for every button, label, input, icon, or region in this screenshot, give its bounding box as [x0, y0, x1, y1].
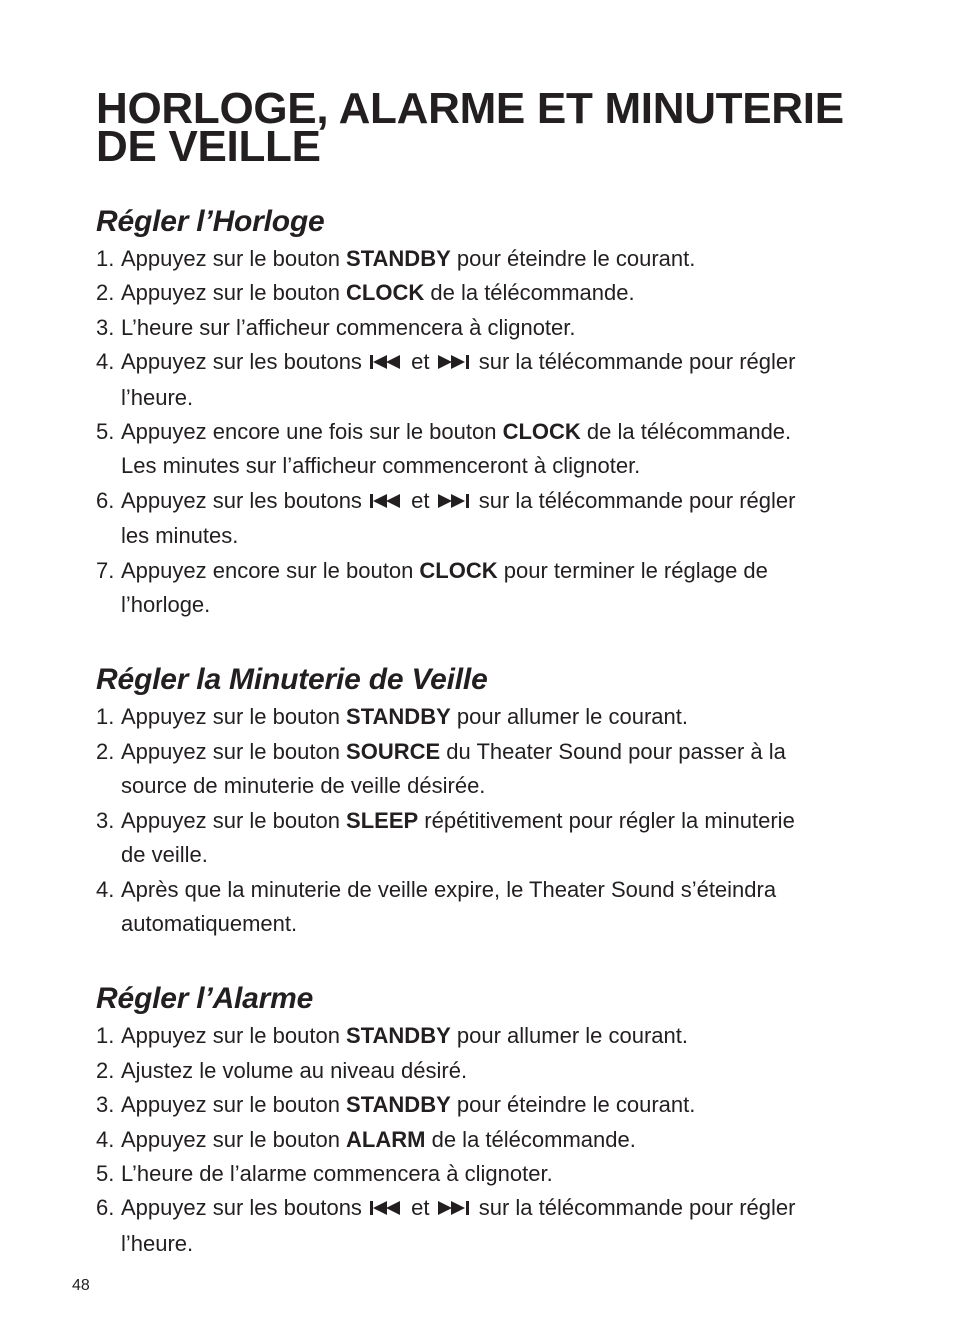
step-text: et [405, 487, 436, 513]
page-title-line-2: DE VEILLE [96, 122, 321, 171]
step-text: pour allumer le courant. [450, 1023, 688, 1049]
step-text: Appuyez sur le bouton [121, 1126, 347, 1152]
step-text: sur la télécommande pour régler [472, 1195, 796, 1221]
step-text: l’heure. [121, 384, 194, 410]
step-text: Appuyez sur le bouton [121, 280, 347, 306]
step-text: et [405, 1195, 436, 1221]
step-item [96, 1054, 876, 1088]
step-text: Les minutes sur l’afficheur commenceront à clignoter. [121, 453, 641, 479]
section-heading-alarm: Régler l’Alarme [96, 982, 314, 1016]
step-item [96, 242, 876, 276]
step-text: source de minuterie de veille désirée. [121, 773, 486, 799]
step-item [96, 345, 876, 415]
step-item [96, 735, 876, 804]
step-text: Appuyez sur le bouton [121, 704, 347, 730]
step-item [96, 1088, 876, 1122]
step-text: Appuyez sur le bouton [121, 1023, 347, 1049]
step-number: 2. [96, 280, 115, 306]
page-title-line-1: HORLOGE, ALARME ET MINUTERIE [96, 84, 844, 133]
step-number: 2. [96, 738, 115, 764]
button-name: SOURCE [346, 738, 441, 764]
step-text: pour terminer le réglage de [497, 557, 768, 583]
step-text: répétitivement pour régler la minuterie [418, 807, 795, 833]
page-title [96, 84, 876, 171]
step-text: Ajustez le volume au niveau désiré. [121, 1057, 468, 1083]
step-number: 3. [96, 807, 115, 833]
step-item [96, 311, 876, 345]
step-item [96, 1157, 876, 1191]
step-item [96, 1019, 876, 1053]
page-content [96, 84, 876, 1261]
steps-list-clock [96, 242, 876, 622]
step-number: 7. [96, 557, 115, 583]
button-name: STANDBY [346, 1023, 451, 1049]
step-text: L’heure de l’alarme commencera à clignoter. [121, 1160, 553, 1186]
step-text: de la télécommande. [424, 280, 635, 306]
step-number: 2. [96, 1057, 115, 1083]
section-alarm [96, 979, 876, 1261]
step-number: 1. [96, 1023, 115, 1049]
step-text: Appuyez encore une fois sur le bouton [121, 419, 503, 445]
step-text: Après que la minuterie de veille expire, le Theater Sound s’éteindra [121, 876, 777, 902]
step-number: 4. [96, 876, 115, 902]
step-number: 4. [96, 1126, 115, 1152]
step-text: l’horloge. [121, 592, 211, 618]
button-name: STANDBY [346, 1092, 451, 1118]
button-name: STANDBY [346, 246, 451, 271]
button-name: SLEEP [346, 807, 419, 833]
step-text: automatiquement. [121, 910, 298, 936]
step-item [96, 700, 876, 734]
step-text: pour éteindre le courant. [450, 246, 696, 271]
step-text: de la télécommande. [580, 419, 792, 445]
step-text: Appuyez sur le bouton [121, 738, 347, 764]
step-text: sur la télécommande pour régler [472, 349, 796, 375]
skip-next-icon [438, 485, 471, 519]
step-text: pour allumer le courant. [450, 704, 688, 730]
button-name: CLOCK [419, 557, 498, 583]
step-number: 1. [96, 704, 115, 730]
step-text: L’heure sur l’afficheur commencera à clignoter. [121, 314, 576, 340]
step-text: pour éteindre le courant. [450, 1092, 696, 1118]
step-item [96, 415, 876, 484]
step-text: Appuyez sur les boutons [121, 487, 369, 513]
steps-list-sleep-timer [96, 700, 876, 941]
step-number: 6. [96, 487, 115, 513]
button-name: ALARM [346, 1126, 426, 1152]
skip-previous-icon [370, 485, 403, 519]
step-item [96, 873, 876, 942]
step-text: de veille. [121, 842, 208, 868]
section-heading-clock: Régler l’Horloge [96, 205, 325, 238]
skip-next-icon [438, 346, 471, 380]
skip-previous-icon [370, 1192, 403, 1226]
step-item [96, 804, 876, 873]
step-number: 4. [96, 349, 115, 375]
step-number: 6. [96, 1195, 115, 1221]
step-text: de la télécommande. [425, 1126, 636, 1152]
step-item [96, 276, 876, 310]
step-text: Appuyez sur le bouton [121, 1092, 347, 1118]
step-text: Appuyez encore sur le bouton [121, 557, 420, 583]
step-text: Appuyez sur le bouton [121, 807, 347, 833]
step-number: 5. [96, 1160, 115, 1186]
step-number: 3. [96, 314, 115, 340]
button-name: STANDBY [346, 704, 451, 730]
steps-list-alarm [96, 1019, 876, 1261]
step-text: Appuyez sur les boutons [121, 1195, 369, 1221]
step-item [96, 1123, 876, 1157]
step-number: 1. [96, 246, 115, 271]
step-text: Appuyez sur le bouton [121, 246, 347, 271]
button-name: CLOCK [502, 419, 581, 445]
step-text: sur la télécommande pour régler [472, 487, 796, 513]
step-text: l’heure. [121, 1230, 194, 1256]
section-sleep-timer [96, 660, 876, 941]
skip-previous-icon [370, 346, 403, 380]
skip-next-icon [438, 1192, 471, 1226]
step-item [96, 484, 876, 554]
step-text: et [405, 349, 436, 375]
step-text: du Theater Sound pour passer à la [440, 738, 786, 764]
section-clock [96, 202, 876, 622]
section-heading-sleep-timer: Régler la Minuterie de Veille [96, 663, 488, 697]
button-name: CLOCK [346, 280, 425, 306]
step-number: 5. [96, 419, 115, 445]
step-text: Appuyez sur les boutons [121, 349, 369, 375]
step-number: 3. [96, 1092, 115, 1118]
step-item [96, 554, 876, 623]
step-text: les minutes. [121, 523, 239, 549]
page-number: 48 [72, 1277, 90, 1294]
step-item [96, 1191, 876, 1261]
